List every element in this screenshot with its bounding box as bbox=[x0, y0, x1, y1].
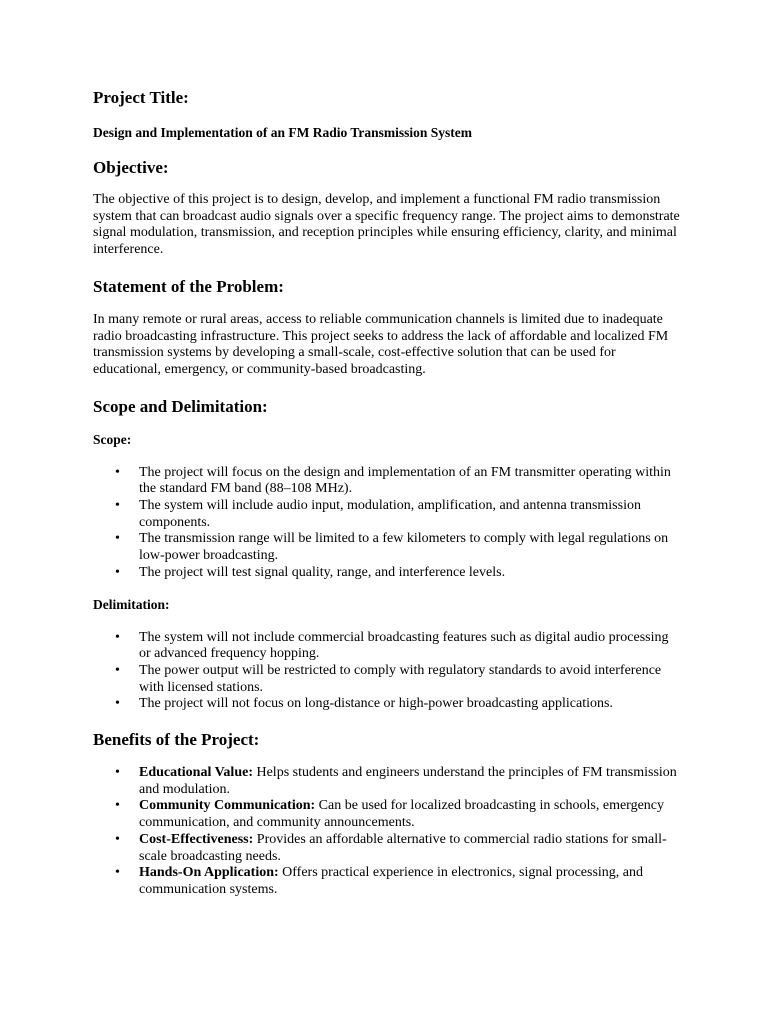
objective-heading: Objective: bbox=[93, 158, 169, 177]
benefit-label: Cost-Effectiveness: bbox=[139, 831, 254, 847]
list-item: • The system will not include commercial broadcasting features such as digital audio processing or advanced frequency hopping. bbox=[93, 630, 683, 663]
objective-paragraph: The objective of this project is to design, develop, and implement a functional FM radio transmission system that can broadcast audio signals over a specific frequency range. The project aims to demonstrate signal modulation, transmission, and reception principles while ensuring efficiency, clarity, and minimal interference. bbox=[93, 192, 680, 258]
benefit-text: Offers practical experience in electronics, signal processing, and communication systems. bbox=[139, 865, 644, 897]
scope-label: Scope: bbox=[93, 431, 132, 447]
benefit-text: Provides an affordable alternative to commercial radio stations for small-scale broadcasting needs. bbox=[139, 831, 667, 864]
benefit-label: Hands-On Application: bbox=[139, 865, 279, 881]
list-item bbox=[93, 798, 683, 831]
document-page bbox=[93, 88, 683, 899]
problem-paragraph: In many remote or rural areas, access to reliable communication channels is limited due to inadequate radio broadcasting infrastructure. This project seeks to address the lack of affordable and localized FM transmission systems by developing a small-scale, cost-effective solution that can be used for educational, emergency, or community-based broadcasting. bbox=[93, 311, 669, 377]
list-item: • The project will focus on the design and implementation of an FM transmitter operating within the standard FM band (88–108 MHz). bbox=[93, 465, 683, 498]
list-item bbox=[93, 865, 683, 898]
project-title-text: Design and Implementation of an FM Radio Transmission System bbox=[93, 125, 473, 140]
project-title-heading: Project Title: bbox=[93, 88, 189, 107]
benefits-list bbox=[93, 765, 683, 899]
list-item bbox=[93, 765, 683, 798]
delimitation-list bbox=[93, 630, 683, 714]
benefit-label: Educational Value: bbox=[139, 765, 253, 781]
benefit-text: Helps students and engineers understand the principles of FM transmission and modulation. bbox=[139, 765, 677, 797]
problem-heading: Statement of the Problem: bbox=[93, 276, 284, 296]
delimitation-label: Delimitation: bbox=[93, 596, 170, 612]
list-item: • The project will not focus on long-distance or high-power broadcasting applications. bbox=[93, 696, 683, 713]
scope-delimitation-heading: Scope and Delimitation: bbox=[93, 396, 268, 416]
benefit-text: Can be used for localized broadcasting in schools, emergency communication, and community announcements. bbox=[139, 798, 665, 831]
list-item: • The project will test signal quality, range, and interference levels. bbox=[93, 565, 683, 582]
benefits-heading: Benefits of the Project: bbox=[93, 730, 260, 750]
list-item bbox=[93, 832, 683, 865]
list-item: • The transmission range will be limited to a few kilometers to comply with legal regulations on low-power broadcasting. bbox=[93, 531, 683, 564]
list-item: • The system will include audio input, modulation, amplification, and antenna transmission components. bbox=[93, 498, 683, 531]
scope-list bbox=[93, 465, 683, 582]
list-item: • The power output will be restricted to comply with regulatory standards to avoid interference with licensed stations. bbox=[93, 663, 683, 696]
benefit-label: Community Communication: bbox=[139, 798, 316, 814]
